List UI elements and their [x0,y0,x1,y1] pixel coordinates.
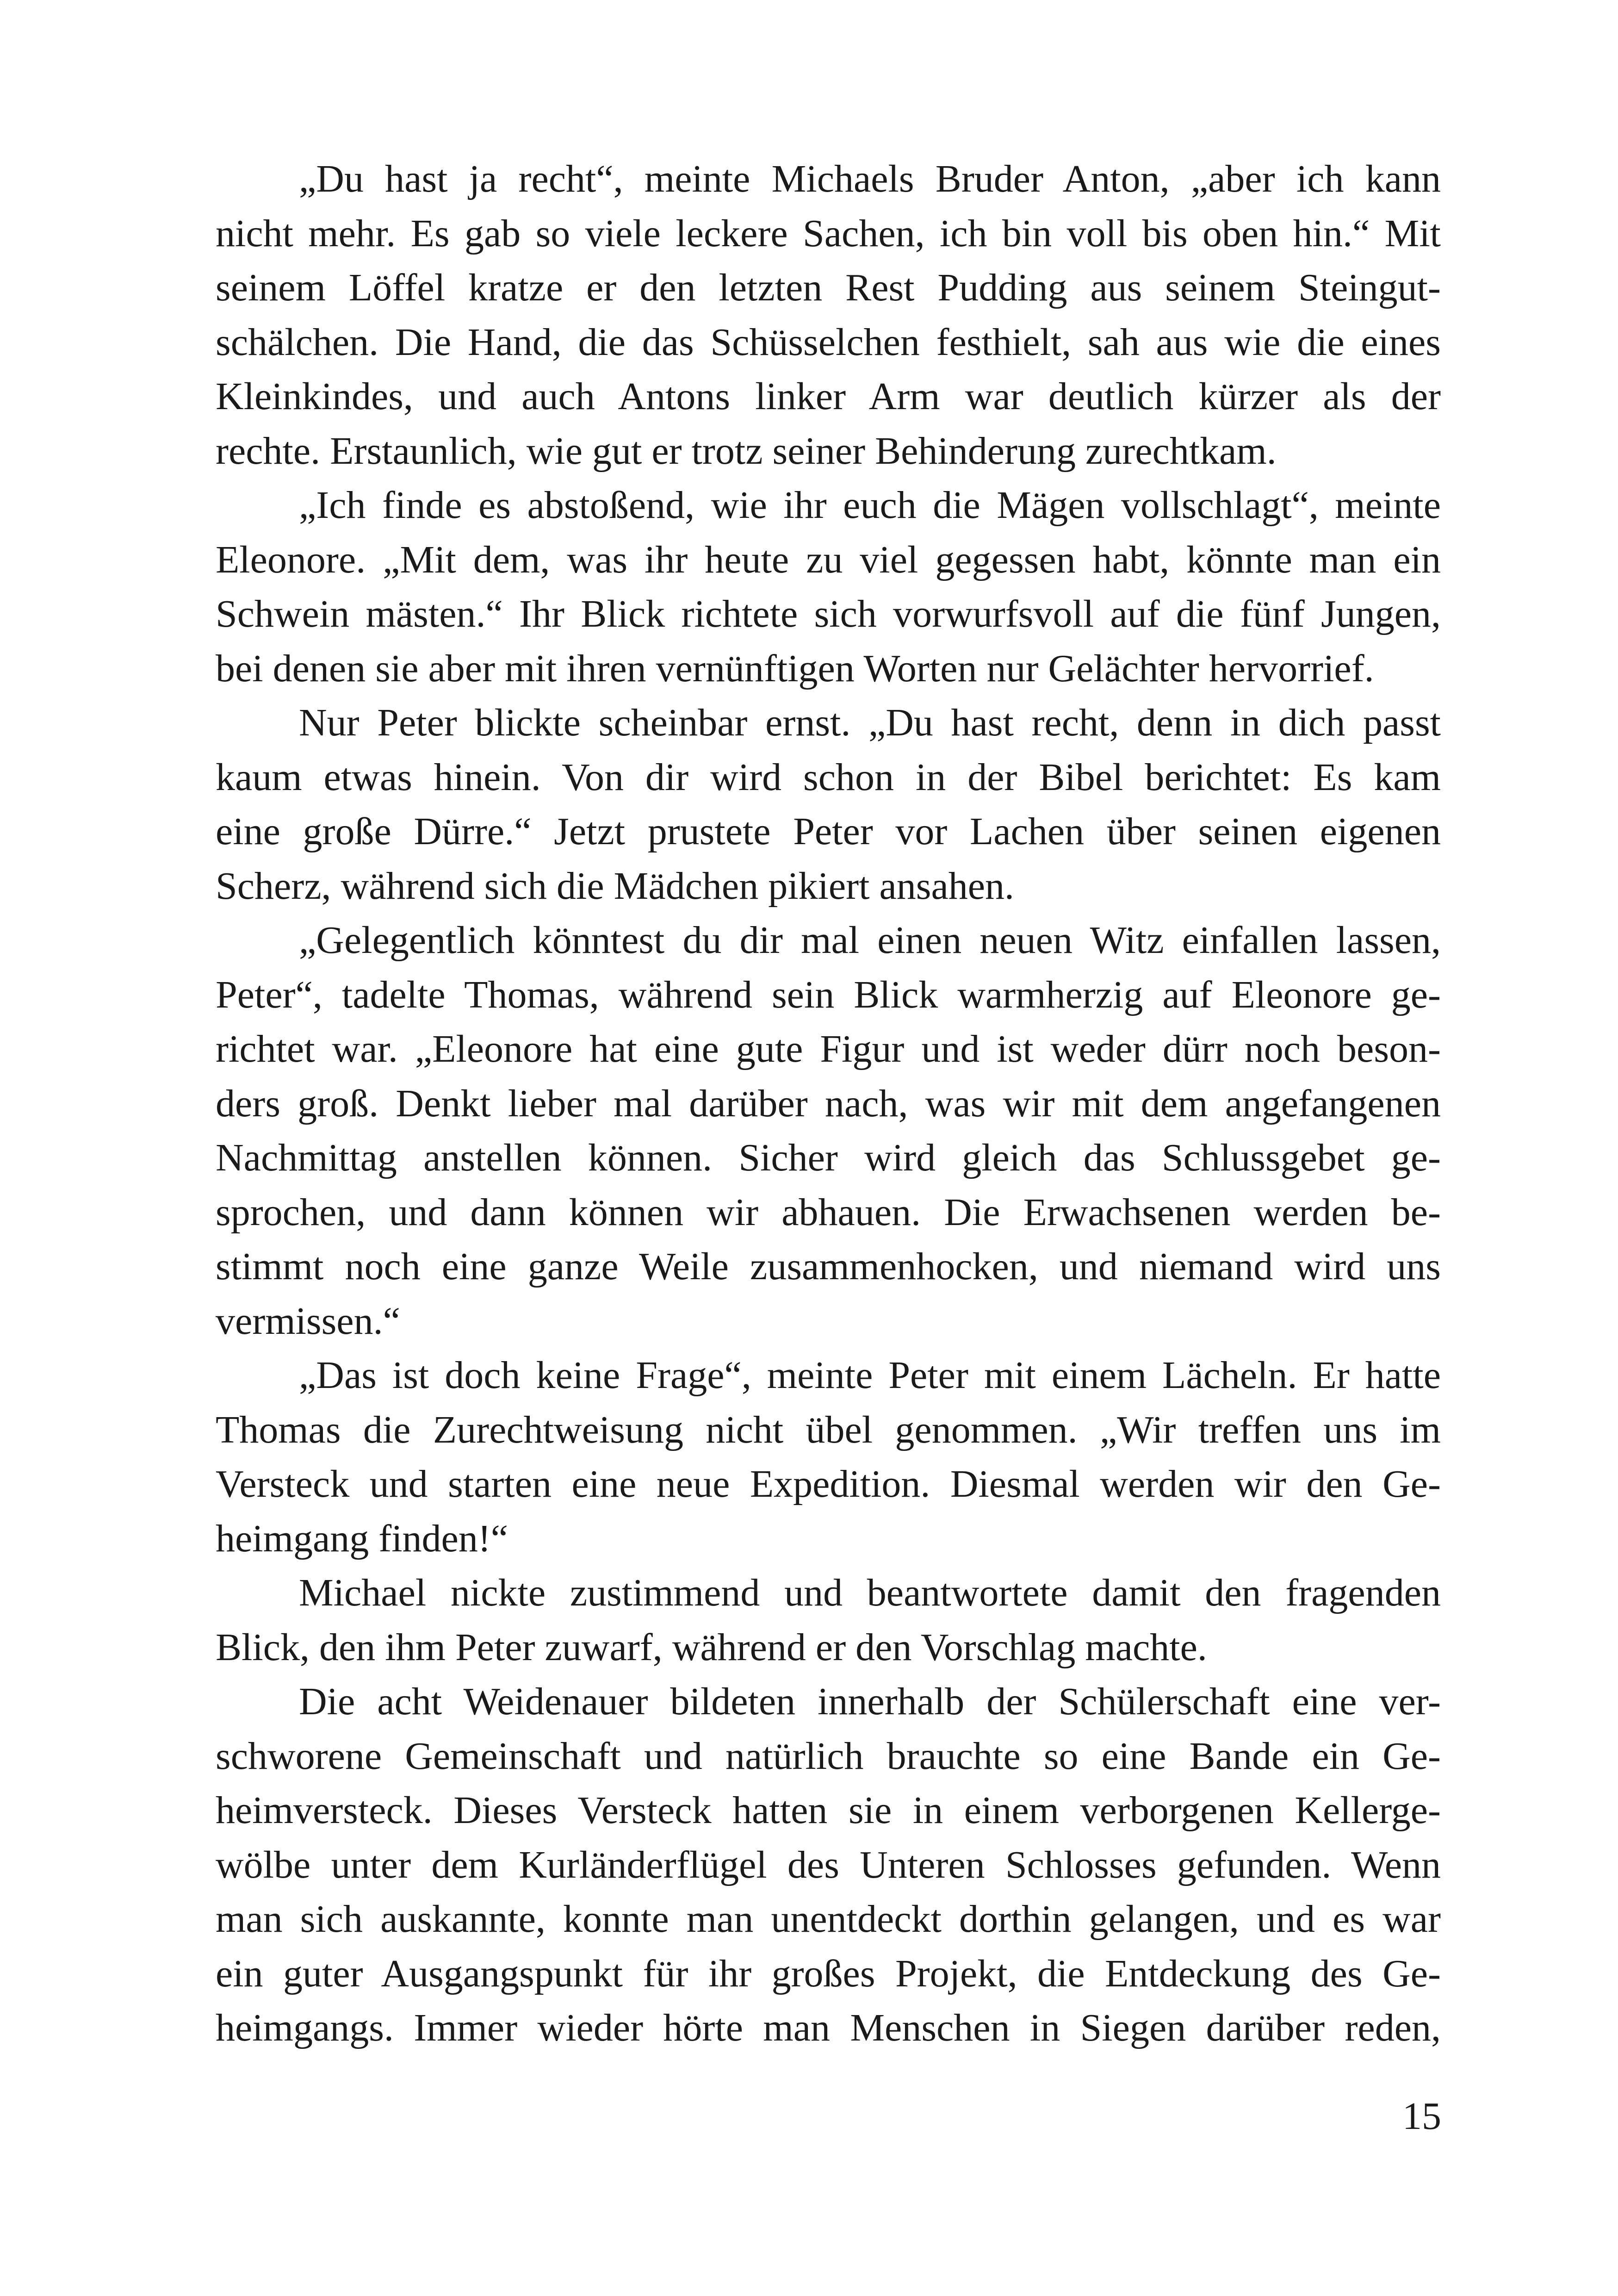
text-line: ders groß. Denkt lieber mal darüber nach, was wir mit dem angefangenen [216,1082,1441,1125]
text-line: Die acht Weidenauer bildeten innerhalb der Schülerschaft eine ver- [299,1680,1441,1723]
text-line: „Gelegentlich könntest du dir mal einen neuen Witz einfallen lassen, [299,919,1441,962]
paragraph [216,1566,1441,1674]
paragraph [216,1348,1441,1566]
paragraph [216,913,1441,1348]
text-line: schälchen. Die Hand, die das Schüsselchen festhielt, sah aus wie die eines [216,320,1441,364]
paragraph [216,1674,1441,2055]
text-line: „Du hast ja recht“, meinte Michaels Bruder Anton, „aber ich kann [299,157,1441,200]
text-line: richtet war. „Eleonore hat eine gute Figur und ist weder dürr noch beson- [216,1027,1441,1070]
text-line: Nur Peter blickte scheinbar ernst. „Du hast recht, denn in dich passt [299,701,1441,744]
text-line: eine große Dürre.“ Jetzt prustete Peter vor Lachen über seinen eigenen [216,810,1441,853]
text-line: Nachmittag anstellen können. Sicher wird gleich das Schlussgebet ge- [216,1136,1441,1179]
paragraph [216,478,1441,696]
text-line: Michael nickte zustimmend und beantwortete damit den fragenden [299,1571,1441,1614]
text-line: Peter“, tadelte Thomas, während sein Blick warmherzig auf Eleonore ge- [216,973,1441,1016]
text-line: „Ich finde es abstoßend, wie ihr euch die Mägen vollschlagt“, meinte [299,484,1441,527]
text-line: Versteck und starten eine neue Expedition. Diesmal werden wir den Ge- [216,1462,1441,1506]
text-line: Eleonore. „Mit dem, was ihr heute zu viel gegessen habt, könnte man ein [216,538,1441,581]
paragraph [216,152,1441,478]
text-line: heimversteck. Dieses Versteck hatten sie in einem verborgenen Kellerge- [216,1789,1441,1832]
text-line: sprochen, und dann können wir abhauen. Die Erwachsenen werden be- [216,1190,1441,1234]
text-line: heimgangs. Immer wieder hörte man Menschen in Siegen darüber reden, [216,2006,1441,2049]
text-line: vermissen.“ [216,1299,400,1343]
text-line: seinem Löffel kratze er den letzten Rest Pudding aus seinem Steingut- [216,266,1441,309]
text-line: Scherz, während sich die Mädchen pikiert ansahen. [216,864,1015,908]
text-line: Blick, den ihm Peter zuwarf, während er den Vorschlag machte. [216,1625,1207,1669]
text-line: man sich auskannte, konnte man unentdeckt dorthin gelangen, und es war [216,1898,1441,1941]
body-text [216,152,1441,2055]
text-line: Kleinkindes, und auch Antons linker Arm war deutlich kürzer als der [216,375,1441,418]
text-line: bei denen sie aber mit ihren vernünftigen Worten nur Gelächter hervorrief. [216,647,1374,690]
paragraph [216,696,1441,913]
text-line: stimmt noch eine ganze Weile zusammenhocken, und niemand wird uns [216,1245,1441,1288]
text-line: wölbe unter dem Kurländerflügel des Unteren Schlosses gefunden. Wenn [216,1843,1441,1886]
text-line: Schwein mästen.“ Ihr Blick richtete sich vorwurfsvoll auf die fünf Jungen, [216,592,1441,635]
text-line: rechte. Erstaunlich, wie gut er trotz seiner Behinderung zurechtkam. [216,429,1277,473]
text-line: heimgang finden!“ [216,1517,508,1560]
text-line: kaum etwas hinein. Von dir wird schon in der Bibel berichtet: Es kam [216,755,1441,799]
text-line: ein guter Ausgangspunkt für ihr großes Projekt, die Entdeckung des Ge- [216,1952,1441,1995]
page-number: 15 [1402,2095,1441,2138]
text-line: schworene Gemeinschaft und natürlich brauchte so eine Bande ein Ge- [216,1734,1441,1778]
text-line: Thomas die Zurechtweisung nicht übel genommen. „Wir treffen uns im [216,1408,1441,1451]
text-line: „Das ist doch keine Frage“, meinte Peter mit einem Lächeln. Er hatte [299,1354,1441,1397]
text-line: nicht mehr. Es gab so viele leckere Sachen, ich bin voll bis oben hin.“ Mit [216,212,1441,255]
